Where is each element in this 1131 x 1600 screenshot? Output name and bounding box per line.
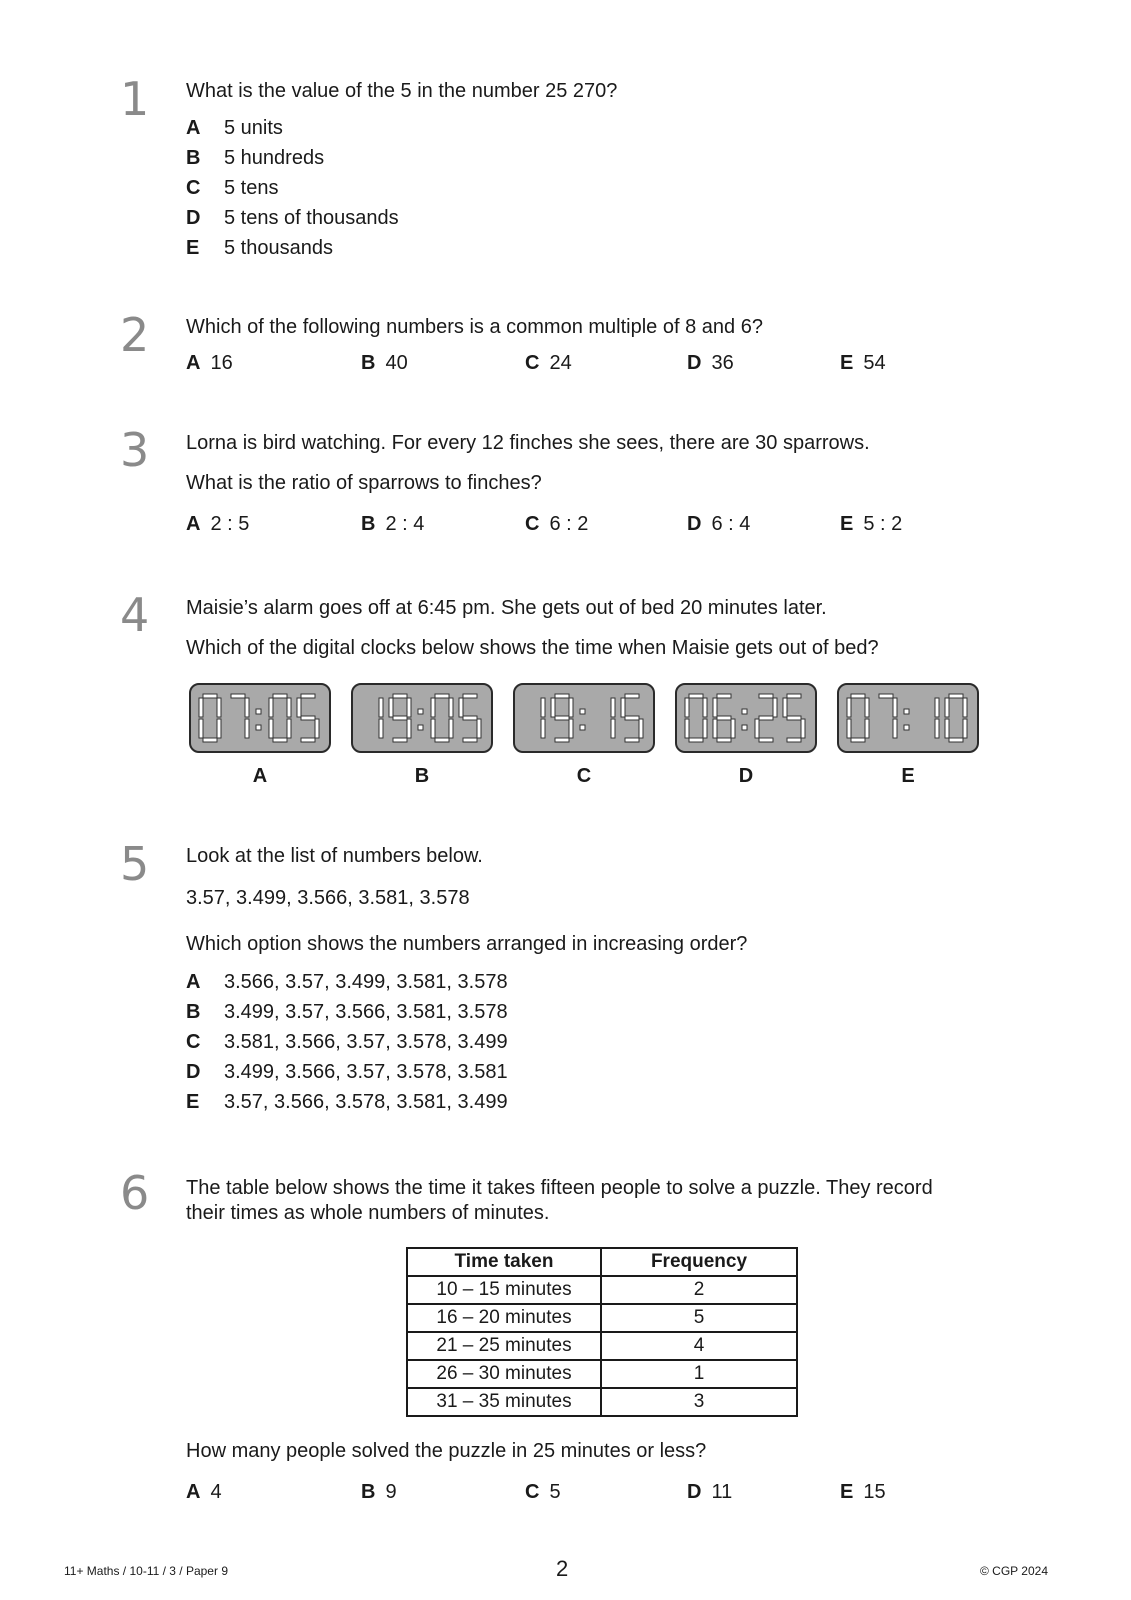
q6-option-e[interactable] <box>840 1479 886 1505</box>
frequency-cell: 4 <box>601 1332 797 1360</box>
footer-paper-code: 11+ Maths / 10-11 / 3 / Paper 9 <box>64 1564 228 1578</box>
clock-segment <box>269 719 273 738</box>
clock-segment <box>435 738 449 742</box>
clock-segment <box>389 698 393 717</box>
clock-segment <box>717 738 731 742</box>
table-header-row <box>407 1248 797 1276</box>
clock-segment <box>689 694 703 698</box>
clock-segment <box>463 738 477 742</box>
option-letter: C <box>525 352 540 374</box>
clock-colon-dot <box>580 725 585 730</box>
clock-colon-dot <box>418 725 423 730</box>
clock-segment <box>407 698 411 717</box>
q3-option-d[interactable] <box>687 511 750 537</box>
clock-segment <box>851 694 865 698</box>
clock-segment <box>703 698 707 717</box>
option-letter: E <box>186 1091 200 1113</box>
clock-segment <box>731 719 735 738</box>
option-text: 9 <box>385 1481 397 1503</box>
question-number-5: 5 <box>120 837 150 891</box>
time-cell: 26 – 30 minutes <box>407 1360 601 1388</box>
q3-option-a[interactable] <box>186 511 249 537</box>
clock-segment <box>287 698 291 717</box>
clock-segment <box>787 716 801 720</box>
clock-colon-dot <box>256 709 261 714</box>
clock-segment <box>783 698 787 717</box>
option-text: 5 tens of thousands <box>224 207 399 229</box>
clock-segment <box>569 698 573 717</box>
clock-segment <box>713 698 717 717</box>
q5-option-c[interactable] <box>186 1027 508 1057</box>
clock-segment <box>713 719 717 738</box>
clock-segment <box>685 719 689 738</box>
question-6-subtext: How many people solved the puzzle in 25 minutes or less? <box>186 1440 707 1462</box>
option-letter: D <box>687 513 702 535</box>
clock-segment <box>935 719 939 738</box>
table-row <box>407 1304 797 1332</box>
q5-option-d[interactable] <box>186 1057 508 1087</box>
option-text: 5 thousands <box>224 237 333 259</box>
clock-segment <box>463 694 477 698</box>
clock-segment <box>949 738 963 742</box>
clock-display <box>515 685 653 751</box>
option-text: 16 <box>210 352 233 374</box>
option-letter: B <box>186 1001 201 1023</box>
time-cell: 10 – 15 minutes <box>407 1276 601 1304</box>
option-letter: E <box>186 237 200 259</box>
q1-option-e[interactable] <box>186 233 333 263</box>
q1-option-c[interactable] <box>186 173 278 203</box>
option-letter: D <box>687 1481 702 1503</box>
clock-segment <box>431 719 435 738</box>
clock-segment <box>945 698 949 717</box>
clock-segment <box>879 694 893 698</box>
question-number-4: 4 <box>120 588 150 642</box>
question-3-text: Lorna is bird watching. For every 12 finches she sees, there are 30 sparrows. <box>186 432 870 454</box>
clock-segment <box>759 738 773 742</box>
clock-segment <box>203 694 217 698</box>
option-text: 5 units <box>224 117 283 139</box>
clock-segment <box>379 719 383 738</box>
q5-option-b[interactable] <box>186 997 508 1027</box>
table-row <box>407 1360 797 1388</box>
clock-segment <box>851 738 865 742</box>
option-text: 15 <box>863 1481 886 1503</box>
option-text: 36 <box>711 352 734 374</box>
frequency-cell: 1 <box>601 1360 797 1388</box>
clock-display <box>191 685 329 751</box>
clock-colon-dot <box>904 725 909 730</box>
option-text: 3.57, 3.566, 3.578, 3.581, 3.499 <box>224 1091 508 1113</box>
question-number-1: 1 <box>120 72 150 126</box>
clock-segment <box>759 716 773 720</box>
clock-segment <box>315 719 319 738</box>
clock-segment <box>717 694 731 698</box>
clock-segment <box>865 719 869 738</box>
clock-segment <box>893 719 897 738</box>
question-1-text: What is the value of the 5 in the number 25 270? <box>186 80 618 102</box>
clock-segment <box>199 719 203 738</box>
clock-colon-dot <box>580 709 585 714</box>
question-6-text: The table below shows the time it takes fifteen people to solve a puzzle. They record <box>186 1177 933 1199</box>
option-text: 3.581, 3.566, 3.57, 3.578, 3.499 <box>224 1031 508 1053</box>
q2-option-b[interactable] <box>361 350 408 376</box>
clock-display <box>839 685 977 751</box>
clock-segment <box>893 698 897 717</box>
option-text: 40 <box>385 352 408 374</box>
clock-segment <box>759 694 773 698</box>
clock-segment <box>703 719 707 738</box>
question-5-subtext: Which option shows the numbers arranged in increasing order? <box>186 933 748 955</box>
clock-segment <box>217 719 221 738</box>
clock-segment <box>689 738 703 742</box>
clock-segment <box>393 694 407 698</box>
clock-segment <box>949 694 963 698</box>
question-3-subtext: What is the ratio of sparrows to finches? <box>186 472 542 494</box>
clock-segment <box>555 716 569 720</box>
question-number-3: 3 <box>120 423 150 477</box>
clock-segment <box>245 698 249 717</box>
option-letter: B <box>361 513 376 535</box>
clock-segment <box>639 719 643 738</box>
clock-segment <box>611 719 615 738</box>
q6-option-b[interactable] <box>361 1479 397 1505</box>
clock-segment <box>625 716 639 720</box>
clock-colon-dot <box>418 709 423 714</box>
clock-colon-dot <box>904 709 909 714</box>
clock-segment <box>945 719 949 738</box>
clock-segment <box>847 719 851 738</box>
question-2-text: Which of the following numbers is a common multiple of 8 and 6? <box>186 316 763 338</box>
clock-segment <box>407 719 411 738</box>
option-letter: A <box>186 513 201 535</box>
clock-segment <box>301 694 315 698</box>
clock-segment <box>625 738 639 742</box>
option-text: 11 <box>711 1481 733 1503</box>
clock-segment <box>685 698 689 717</box>
question-4-text: Maisie’s alarm goes off at 6:45 pm. She gets out of bed 20 minutes later. <box>186 597 827 619</box>
option-text: 6 : 2 <box>549 513 589 535</box>
option-text: 2 : 5 <box>210 513 250 535</box>
q5-option-e[interactable] <box>186 1087 508 1117</box>
option-letter: E <box>840 352 854 374</box>
option-letter: A <box>186 971 201 993</box>
time-cell: 31 – 35 minutes <box>407 1388 601 1416</box>
option-text: 2 : 4 <box>385 513 425 535</box>
digital-clock-d[interactable] <box>675 683 817 753</box>
time-cell: 16 – 20 minutes <box>407 1304 601 1332</box>
clock-segment <box>393 738 407 742</box>
clock-segment <box>477 719 481 738</box>
option-text: 54 <box>863 352 886 374</box>
clock-segment <box>935 698 939 717</box>
clock-segment <box>555 694 569 698</box>
clock-segment <box>297 698 301 717</box>
q3-option-e[interactable] <box>840 511 902 537</box>
clock-segment <box>717 716 731 720</box>
clock-colon-dot <box>742 725 747 730</box>
clock-segment <box>611 698 615 717</box>
clock-segment <box>301 738 315 742</box>
q6-option-a[interactable] <box>186 1479 222 1505</box>
clock-segment <box>231 694 245 698</box>
clock-label-c: C <box>576 765 592 787</box>
option-text: 5 tens <box>224 177 279 199</box>
clock-segment <box>199 698 203 717</box>
clock-segment <box>787 694 801 698</box>
option-letter: C <box>186 177 201 199</box>
option-letter: A <box>186 117 201 139</box>
option-letter: B <box>186 147 201 169</box>
clock-label-d: D <box>738 765 754 787</box>
clock-label-a: A <box>252 765 268 787</box>
option-text: 3.566, 3.57, 3.499, 3.581, 3.578 <box>224 971 508 993</box>
clock-segment <box>963 719 967 738</box>
option-text: 3.499, 3.57, 3.566, 3.581, 3.578 <box>224 1001 508 1023</box>
option-letter: D <box>186 207 201 229</box>
clock-colon-dot <box>742 709 747 714</box>
question-6-text-cont: their times as whole numbers of minutes. <box>186 1202 550 1224</box>
clock-segment <box>755 719 759 738</box>
header-time-taken: Time taken <box>407 1248 601 1276</box>
option-letter: C <box>186 1031 201 1053</box>
option-letter: A <box>186 352 201 374</box>
frequency-cell: 3 <box>601 1388 797 1416</box>
option-letter: C <box>525 513 540 535</box>
clock-segment <box>379 698 383 717</box>
clock-segment <box>541 698 545 717</box>
clock-segment <box>431 698 435 717</box>
clock-segment <box>459 698 463 717</box>
question-number-6: 6 <box>120 1166 150 1220</box>
page-number: 2 <box>556 1556 569 1581</box>
digital-clock-c[interactable] <box>513 683 655 753</box>
clock-segment <box>463 716 477 720</box>
question-4-subtext: Which of the digital clocks below shows the time when Maisie gets out of bed? <box>186 637 879 659</box>
option-text: 6 : 4 <box>711 513 751 535</box>
clock-segment <box>435 694 449 698</box>
q6-option-c[interactable] <box>525 1479 561 1505</box>
time-cell: 21 – 25 minutes <box>407 1332 601 1360</box>
q5-option-a[interactable] <box>186 967 508 997</box>
clock-segment <box>449 719 453 738</box>
clock-segment <box>801 719 805 738</box>
question-number-2: 2 <box>120 308 150 362</box>
clock-segment <box>551 698 555 717</box>
table-row <box>407 1388 797 1416</box>
clock-segment <box>963 698 967 717</box>
q1-option-d[interactable] <box>186 203 399 233</box>
q2-option-a[interactable] <box>186 350 233 376</box>
digital-clock-a[interactable] <box>189 683 331 753</box>
option-letter: A <box>186 1481 201 1503</box>
table-row <box>407 1276 797 1304</box>
question-5-text: Look at the list of numbers below. <box>186 845 483 867</box>
q2-option-d[interactable] <box>687 350 734 376</box>
option-letter: E <box>840 513 854 535</box>
option-letter: D <box>186 1061 201 1083</box>
q1-option-b[interactable] <box>186 143 324 173</box>
q3-option-c[interactable] <box>525 511 588 537</box>
digital-clock-b[interactable] <box>351 683 493 753</box>
option-letter: B <box>361 1481 376 1503</box>
clock-segment <box>269 698 273 717</box>
clock-label-e: E <box>901 765 915 787</box>
option-text: 3.499, 3.566, 3.57, 3.578, 3.581 <box>224 1061 508 1083</box>
option-letter: C <box>525 1481 540 1503</box>
q6-option-d[interactable] <box>687 1479 732 1505</box>
clock-display <box>353 685 491 751</box>
clock-segment <box>449 698 453 717</box>
clock-segment <box>621 698 625 717</box>
q2-option-c[interactable] <box>525 350 572 376</box>
q3-option-b[interactable] <box>361 511 424 537</box>
q1-option-a[interactable] <box>186 113 283 143</box>
option-letter: E <box>840 1481 854 1503</box>
clock-segment <box>555 738 569 742</box>
q2-option-e[interactable] <box>840 350 886 376</box>
number-list: 3.57, 3.499, 3.566, 3.581, 3.578 <box>186 887 470 909</box>
clock-segment <box>393 716 407 720</box>
clock-segment <box>273 694 287 698</box>
option-text: 5 : 2 <box>863 513 903 535</box>
option-letter: D <box>687 352 702 374</box>
header-frequency: Frequency <box>601 1248 797 1276</box>
clock-label-b: B <box>414 765 430 787</box>
option-letter: B <box>361 352 376 374</box>
table-row <box>407 1332 797 1360</box>
footer-copyright: © CGP 2024 <box>980 1564 1048 1578</box>
clock-segment <box>787 738 801 742</box>
frequency-cell: 5 <box>601 1304 797 1332</box>
clock-segment <box>217 698 221 717</box>
clock-segment <box>203 738 217 742</box>
clock-colon-dot <box>256 725 261 730</box>
option-text: 5 hundreds <box>224 147 325 169</box>
clock-segment <box>541 719 545 738</box>
frequency-cell: 2 <box>601 1276 797 1304</box>
clock-segment <box>625 694 639 698</box>
clock-segment <box>287 719 291 738</box>
frequency-table <box>406 1247 798 1417</box>
option-text: 4 <box>210 1481 222 1503</box>
option-text: 24 <box>549 352 572 374</box>
clock-segment <box>865 698 869 717</box>
clock-display <box>677 685 815 751</box>
clock-segment <box>773 698 777 717</box>
clock-segment <box>273 738 287 742</box>
option-text: 5 <box>549 1481 561 1503</box>
digital-clock-e[interactable] <box>837 683 979 753</box>
clock-segment <box>569 719 573 738</box>
clock-segment <box>847 698 851 717</box>
clock-segment <box>301 716 315 720</box>
clock-segment <box>245 719 249 738</box>
